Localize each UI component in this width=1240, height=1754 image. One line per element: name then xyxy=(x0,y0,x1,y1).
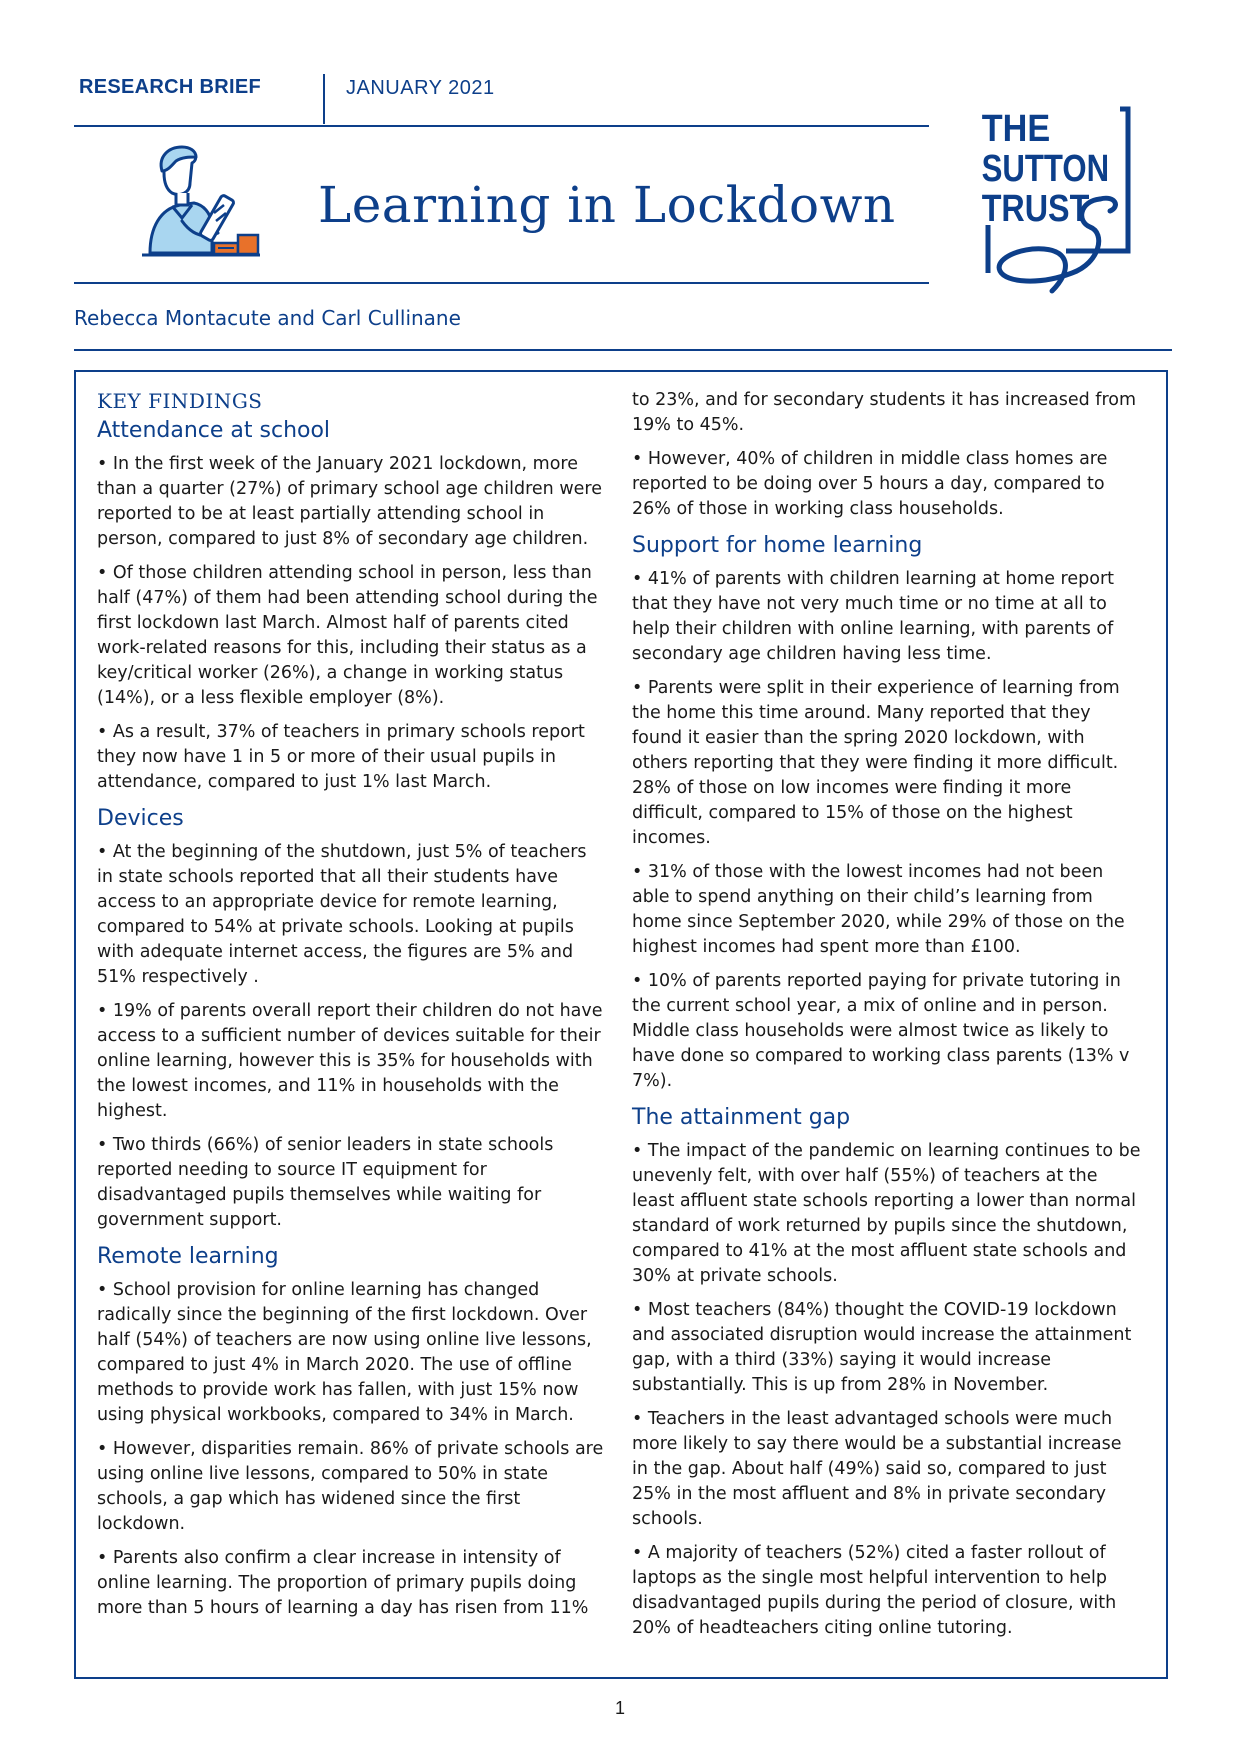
logo-text-trust: TRUST xyxy=(981,187,1090,230)
attainment-gap-finding: • A majority of teachers (52%) cited a faster rollout of laptops as the single most helpful intervention to help disadvantaged pupils during the period of closure, with 20% of headteachers citing online tutoring. xyxy=(632,1543,1117,1638)
authors-rule xyxy=(74,349,1172,351)
section-heading-attainment-gap: The attainment gap xyxy=(632,1105,851,1130)
authors: Rebecca Montacute and Carl Cullinane xyxy=(74,306,461,330)
remote-learning-finding: • Parents also confirm a clear increase in intensity of online learning. The proportion of primary pupils doing more than 5 hours of learning a day has risen from 11% xyxy=(97,1548,589,1618)
page-title: Learning in Lockdown xyxy=(318,176,896,234)
attendance-finding: • In the first week of the January 2021 lockdown, more than a quarter (27%) of primary school age children were reported to be at least partially attending school in person, compared to just 8% of secondary age children. xyxy=(97,454,602,549)
student-with-tablet-icon xyxy=(132,143,262,268)
header-rule-top xyxy=(74,125,929,127)
section-heading-attendance: Attendance at school xyxy=(97,418,331,443)
header-divider xyxy=(323,74,325,124)
report-date: JANUARY 2021 xyxy=(346,77,495,99)
support-finding: • 41% of parents with children learning at home report that they have not very much time or no time at all to help their children with online learning, with parents of secondary age children having less time. xyxy=(632,569,1115,664)
sutton-trust-logo xyxy=(980,103,1132,303)
remote-learning-finding: • School provision for online learning has changed radically since the beginning of the first lockdown. Over half (54%) of teachers are now using online live lessons, compared to just 4% in March 2020. The use of offline methods to provide work has fallen, with just 15% now using physical workbooks, compared to 34% in March. xyxy=(97,1280,592,1425)
report-type-label: RESEARCH BRIEF xyxy=(79,76,261,98)
key-findings-left-column xyxy=(97,388,607,1630)
devices-finding: • At the beginning of the shutdown, just 5% of teachers in state schools reported that all their students have access to an appropriate device for remote learning, compared to 54% at private schools. Looking at pupils with adequate internet access, the figures are 5% and 51% respectively . xyxy=(97,842,587,987)
support-finding: • Parents were split in their experience of learning from the home this time around. Many reported that they found it easier than the spring 2020 lockdown, with others reporting that they were finding it more difficult. 28% of those on low incomes were finding it more difficult, compared to 15% of those on the highest incomes. xyxy=(632,678,1120,848)
support-finding: • 31% of those with the lowest incomes had not been able to spend anything on their child’s learning from home since September 2020, while 29% of those on the highest incomes had spent more than £100. xyxy=(632,862,1125,957)
section-heading-support: Support for home learning xyxy=(632,533,923,558)
logo-text-sutton: SUTTON xyxy=(981,148,1110,190)
remote-learning-finding: • However, disparities remain. 86% of private schools are using online live lessons, compared to 50% in state schools, a gap which has widened since the first lockdown. xyxy=(97,1439,604,1534)
key-findings-right-column xyxy=(632,388,1142,1650)
support-finding: • 10% of parents reported paying for private tutoring in the current school year, a mix of online and in person. Middle class households were almost twice as likely to have done so compared to working class parents (13% v 7%). xyxy=(632,971,1130,1091)
attainment-gap-finding: • Most teachers (84%) thought the COVID-19 lockdown and associated disruption would increase the attainment gap, with a third (33%) saying it would increase substantially. This is up from 28% in November. xyxy=(632,1300,1132,1395)
devices-finding: • 19% of parents overall report their children do not have access to a sufficient number of devices suitable for their online learning, however this is 35% for households with the lowest incomes, and 11% in households with the highest. xyxy=(97,1001,603,1121)
title-rule-bottom xyxy=(74,282,929,284)
attendance-finding: • As a result, 37% of teachers in primary schools report they now have 1 in 5 or more of their usual pupils in attendance, compared to just 1% last March. xyxy=(97,722,585,792)
page-number: 1 xyxy=(614,1698,625,1718)
attainment-gap-finding: • Teachers in the least advantaged schools were much more likely to say there would be a substantial increase in the gap. About half (49%) said so, compared to just 25% in the most affluent and 8% in private secondary schools. xyxy=(632,1409,1122,1529)
section-heading-remote-learning: Remote learning xyxy=(97,1244,279,1269)
remote-learning-finding: • However, 40% of children in middle class homes are reported to be doing over 5 hours a day, compared to 26% of those in working class households. xyxy=(632,449,1108,519)
key-findings-label: KEY FINDINGS xyxy=(97,389,263,413)
devices-finding: • Two thirds (66%) of senior leaders in state schools reported needing to source IT equipment for disadvantaged pupils themselves while waiting for government support. xyxy=(97,1135,554,1230)
logo-text-the: THE xyxy=(981,106,1051,150)
attainment-gap-finding: • The impact of the pandemic on learning continues to be unevenly felt, with over half (55%) of teachers at the least affluent state schools reporting a lower than normal standard of work returned by pupils since the shutdown, compared to 41% at the most affluent state schools and 30% at private schools. xyxy=(632,1141,1141,1286)
remote-learning-finding-continued: to 23%, and for secondary students it has increased from 19% to 45%. xyxy=(632,390,1137,435)
section-heading-devices: Devices xyxy=(97,806,184,831)
attendance-finding: • Of those children attending school in person, less than half (47%) of them had been attending school during the first lockdown last March. Almost half of parents cited work-related reasons for this, including their status as a key/critical worker (26%), a change in working status (14%), or a less flexible employer (8%). xyxy=(97,563,598,708)
